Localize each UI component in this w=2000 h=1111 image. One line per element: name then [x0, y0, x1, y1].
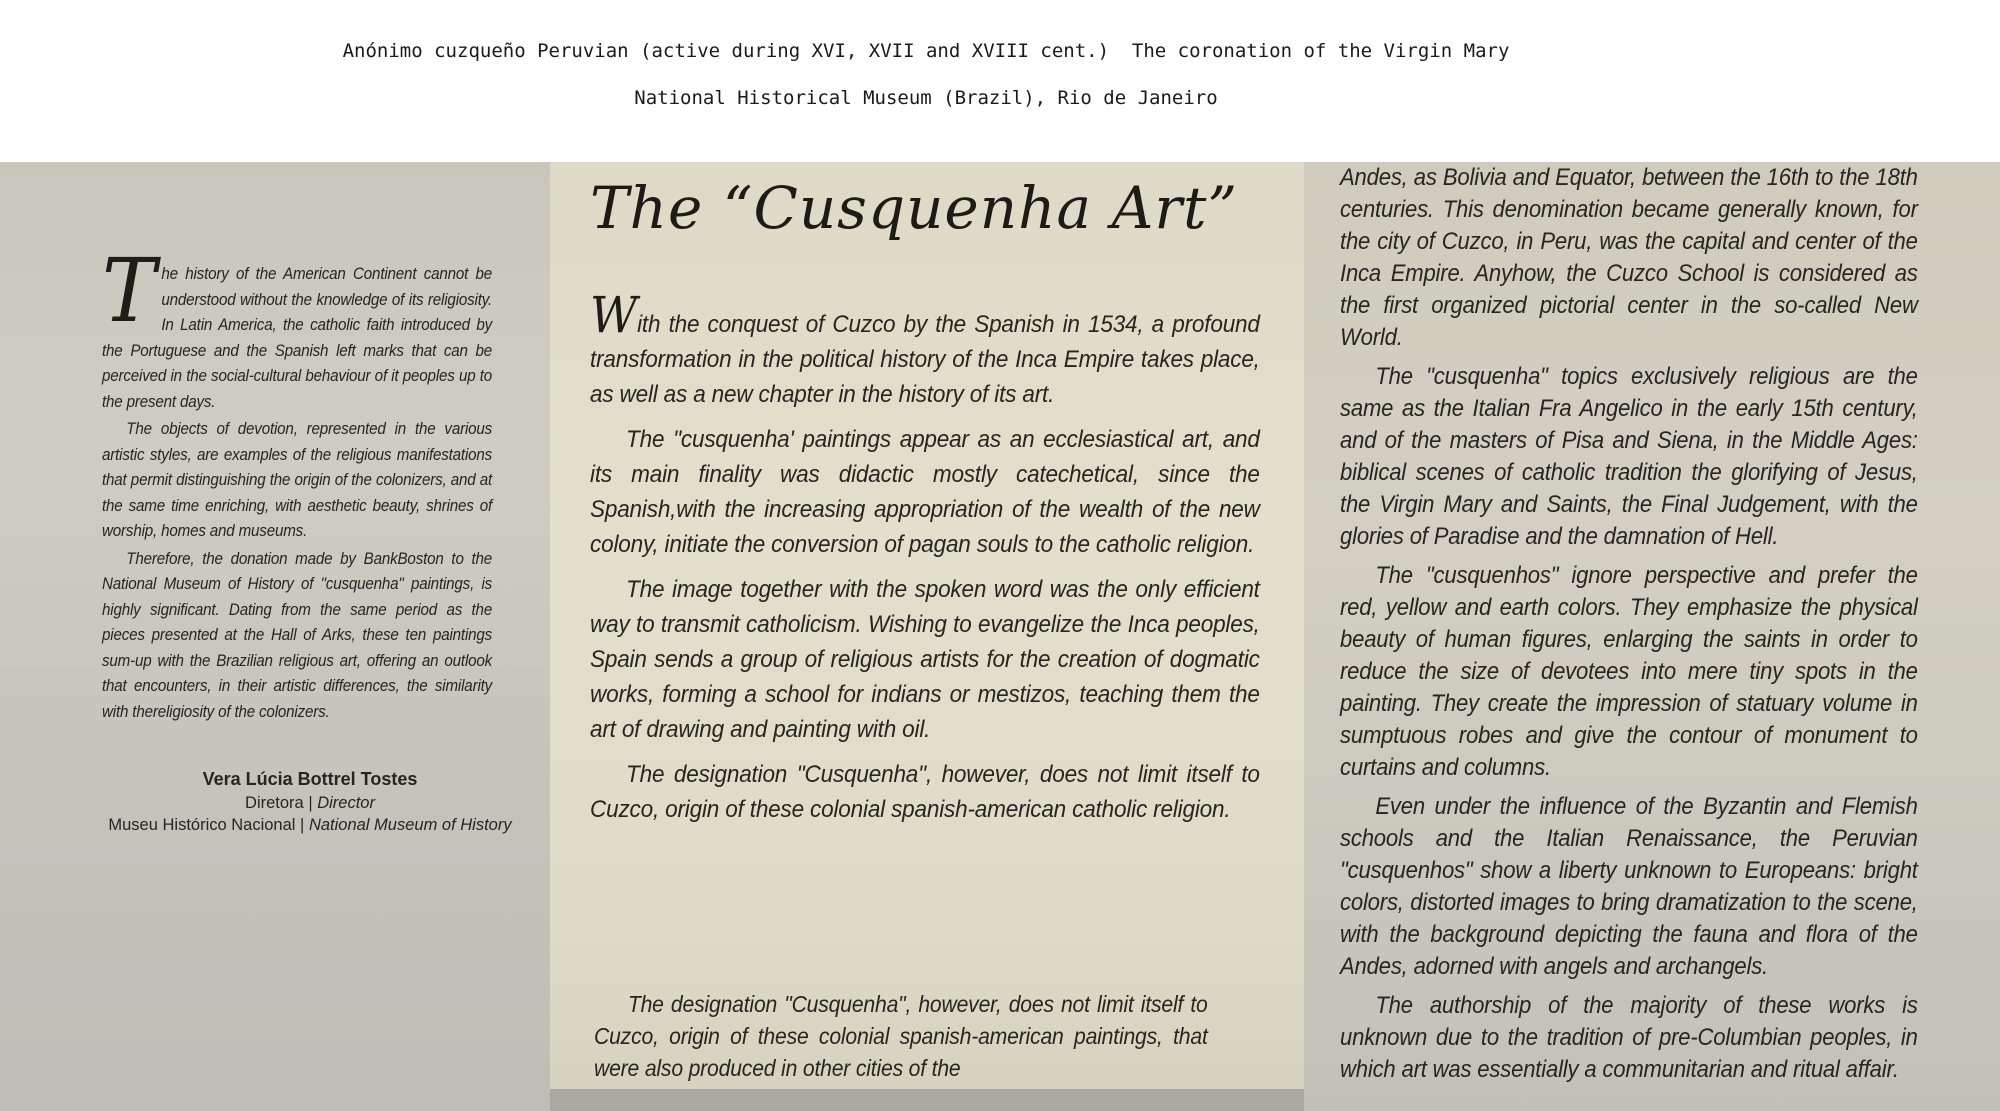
drop-cap-w: W: [590, 286, 638, 344]
signature-org-pt: Museu Histórico Nacional: [108, 816, 296, 834]
right-text: [1340, 162, 1918, 1093]
signature-role-en: Director: [317, 794, 375, 812]
signature-org: [100, 814, 520, 836]
middle-paragraph-1-text: ith the conquest of Cuzco by the Spanish in 1534, a profound transformation in the political history of the Inca Empire takes place, as well as a new chapter in the history of its art.: [590, 311, 1260, 408]
signature-block: [100, 766, 520, 836]
signature-separator: |: [308, 794, 313, 812]
drop-cap-t: T: [102, 239, 156, 342]
middle-paragraph-3: The image together with the spoken word was the only efficient way to transmit catholicism. Wishing to evangelize the Inca peoples, Spain sends a group of religious artists for the creation of dogmatic works, forming a school for indians or mestizos, teaching them the art of drawing and painting with oil.: [590, 576, 1260, 743]
middle-text: [590, 286, 1260, 837]
signature-role: [100, 792, 520, 814]
left-intro-text: [102, 239, 493, 727]
left-paragraph-1-text: he history of the American Continent cannot be understood without the knowledge of its religiosity. In Latin America, the catholic faith introduced by the Portuguese and the Spanish left marks that can be perceived in the social-cultural behaviour of it peoples up to the present days.: [102, 265, 493, 411]
middle-panel: [550, 162, 1304, 1111]
caption-museum: National Historical Museum (Brazil), Rio de Janeiro: [634, 87, 1218, 109]
left-paragraph-3: Therefore, the donation made by BankBoston to the National Museum of History of "cusquenha" paintings, is highly significant. Dating from the same period as the pieces presented at the Hall of Arks, these ten paintings sum-up with the Brazilian religious art, offering an outlook that encounters, in their artistic differences, the similarity with thereligiosity of the colonizers.: [102, 549, 493, 721]
signature-name: Vera Lúcia Bottrel Tostes: [202, 769, 418, 789]
signature-role-pt: Diretora: [245, 794, 304, 812]
signature-org-en: National Museum of History: [308, 816, 512, 834]
middle-paragraph-4: The designation "Cusquenha", however, does not limit itself to Cuzco, origin of these colonial spanish-american catholic religion.: [590, 761, 1260, 823]
middle-paragraph-5: The designation "Cusquenha", however, does not limit itself to Cuzco, origin of these colonial spanish-american paintings, that were also produced in other cities of the: [594, 991, 1208, 1081]
right-paragraph-3: The "cusquenhos" ignore perspective and prefer the red, yellow and earth colors. They emphasize the physical beauty of human figures, enlarging the saints in order to reduce the size of devotees into mere tiny spots in the painting. They create the impression of statuary volume in sumptuous robes and give the contour of monument to curtains and columns.: [1340, 562, 1918, 781]
middle-paragraph-1: [590, 286, 1260, 412]
middle-paragraph-2: The "cusquenha' paintings appear as an ecclesiastical art, and its main finality was didactic mostly catechetical, since the Spanish,with the increasing appropriation of the wealth of the new colony, initiate the conversion of pagan souls to the catholic religion.: [590, 426, 1260, 558]
right-paragraph-1: Andes, as Bolivia and Equator, between the 16th to the 18th centuries. This denomination became generally known, for the city of Cuzco, in Peru, was the capital and center of the Inca Empire. Anyhow, the Cuzco School is considered as the first organized pictorial center in the so-called New World.: [1340, 164, 1918, 351]
right-panel: [1304, 162, 2000, 1111]
left-panel: [0, 162, 550, 1111]
panel-bottom-edge: [550, 1089, 1304, 1111]
middle-tail-text: [594, 988, 1208, 1084]
caption-artwork-title: Anónimo cuzqueño Peruvian (active during XVI, XVII and XVIII cent.) The coronation of the Virgin Mary: [342, 40, 1510, 62]
left-paragraph-2: The objects of devotion, represented in the various artistic styles, are examples of the religious manifestations that permit distinguishing the origin of the colonizers, and at the same time enriching, with aesthetic beauty, shrines of worship, homes and museums.: [102, 420, 493, 540]
signature-separator-2: |: [300, 816, 305, 834]
panel-title: The “Cusquenha Art”: [590, 174, 1239, 242]
left-paragraph-1: [102, 239, 493, 415]
right-paragraph-4: Even under the influence of the Byzantin and Flemish schools and the Italian Renaissance, the Peruvian "cusquenhos" show a liberty unknown to Europeans: bright colors, distorted images to bring dramatization to the scene, with the background depicting the fauna and flora of the Andes, adorned with angels and archangels.: [1340, 793, 1918, 980]
right-paragraph-5: The authorship of the majority of these works is unknown due to the tradition of pre-Columbian peoples, in which art was essentially a communitarian and ritual affair.: [1340, 992, 1918, 1083]
right-paragraph-2: The "cusquenha" topics exclusively religious are the same as the Italian Fra Angelico in the early 15th century, and of the masters of Pisa and Siena, in the Middle Ages: biblical scenes of catholic tradition the glorifying of Jesus, the Virgin Mary and Saints, the Final Judgement, with the glories of Paradise and the damnation of Hell.: [1340, 363, 1918, 550]
